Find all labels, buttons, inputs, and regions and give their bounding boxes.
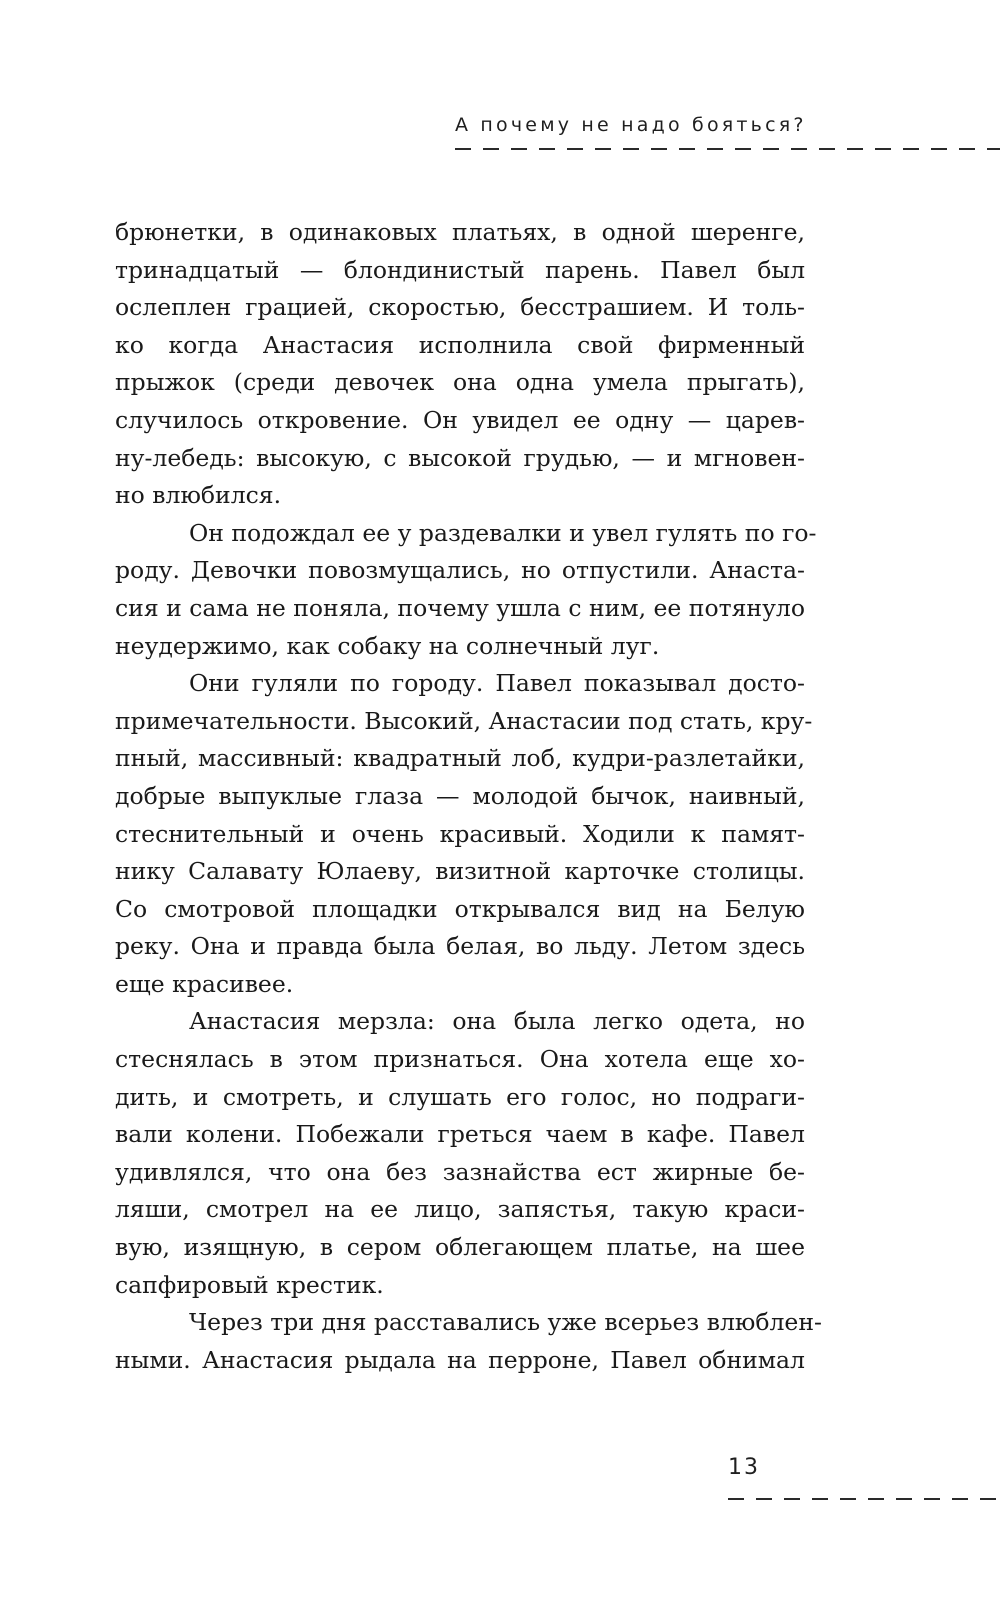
text-line: примечательности. Высокий, Анастасии под стать, кру- (115, 706, 813, 735)
paragraph-first-line: Через три дня расставались уже всерьез влюблен- (189, 1308, 822, 1337)
text-line: еще красивее. (115, 969, 294, 998)
text-line: пный, массивный: квадратный лоб, кудри-разлетайки, (115, 744, 805, 773)
text-line: ными. Анастасия рыдала на перроне, Павел обнимал (115, 1345, 805, 1374)
text-line: вую, изящную, в сером облегающем платье, на шее (115, 1233, 805, 1262)
text-line: нику Салавату Юлаеву, визитной карточке столицы. (115, 857, 805, 886)
text-line: вали колени. Побежали греться чаем в кафе. Павел (115, 1120, 805, 1149)
text-line: но влюбился. (115, 481, 282, 510)
page-body-text (115, 214, 822, 1379)
page-number: 13 (728, 1455, 760, 1480)
text-line: неудержимо, как собаку на солнечный луг. (115, 631, 660, 660)
text-line: прыжок (среди девочек она одна умела прыгать), (115, 368, 805, 397)
text-line: удивлялся, что она без зазнайства ест жирные бе- (115, 1157, 805, 1186)
text-line: стеснительный и очень красивый. Ходили к памят- (115, 819, 805, 848)
running-header-title: А почему не надо бояться? (455, 114, 807, 136)
footer-dashed-rule (728, 1498, 1000, 1500)
text-line: ко когда Анастасия исполнила свой фирменный (115, 330, 805, 359)
paragraph-first-line: Он подождал ее у раздевалки и увел гулять по го- (189, 518, 817, 547)
paragraph-first-line: Они гуляли по городу. Павел показывал досто- (189, 669, 805, 698)
text-line: ну-лебедь: высокую, с высокой грудью, — и мгновен- (115, 443, 805, 472)
text-line: стеснялась в этом признаться. Она хотела еще хо- (115, 1045, 805, 1074)
text-line: тринадцатый — блондинистый парень. Павел был (115, 255, 805, 284)
text-line: добрые выпуклые глаза — молодой бычок, наивный, (115, 781, 805, 810)
text-line: дить, и смотреть, и слушать его голос, но подраги- (115, 1082, 805, 1111)
text-line: сия и сама не поняла, почему ушла с ним, ее потянуло (115, 593, 805, 622)
paragraph-first-line: Анастасия мерзла: она была легко одета, но (189, 1007, 805, 1036)
text-line: брюнетки, в одинаковых платьях, в одной шеренге, (115, 218, 805, 246)
text-line: Со смотровой площадки открывался вид на Белую (115, 894, 805, 923)
text-line: сапфировый крестик. (115, 1270, 384, 1299)
text-line: реку. Она и правда была белая, во льду. Летом здесь (115, 932, 805, 961)
text-line: роду. Девочки повозмущались, но отпустили. Анаста- (115, 556, 805, 585)
header-dashed-rule (455, 148, 1000, 150)
text-line: ляши, смотрел на ее лицо, запястья, такую краси- (115, 1195, 805, 1224)
text-line: случилось откровение. Он увидел ее одну — царев- (115, 405, 805, 434)
text-line: ослеплен грацией, скоростью, бесстрашием. И толь- (115, 293, 805, 322)
